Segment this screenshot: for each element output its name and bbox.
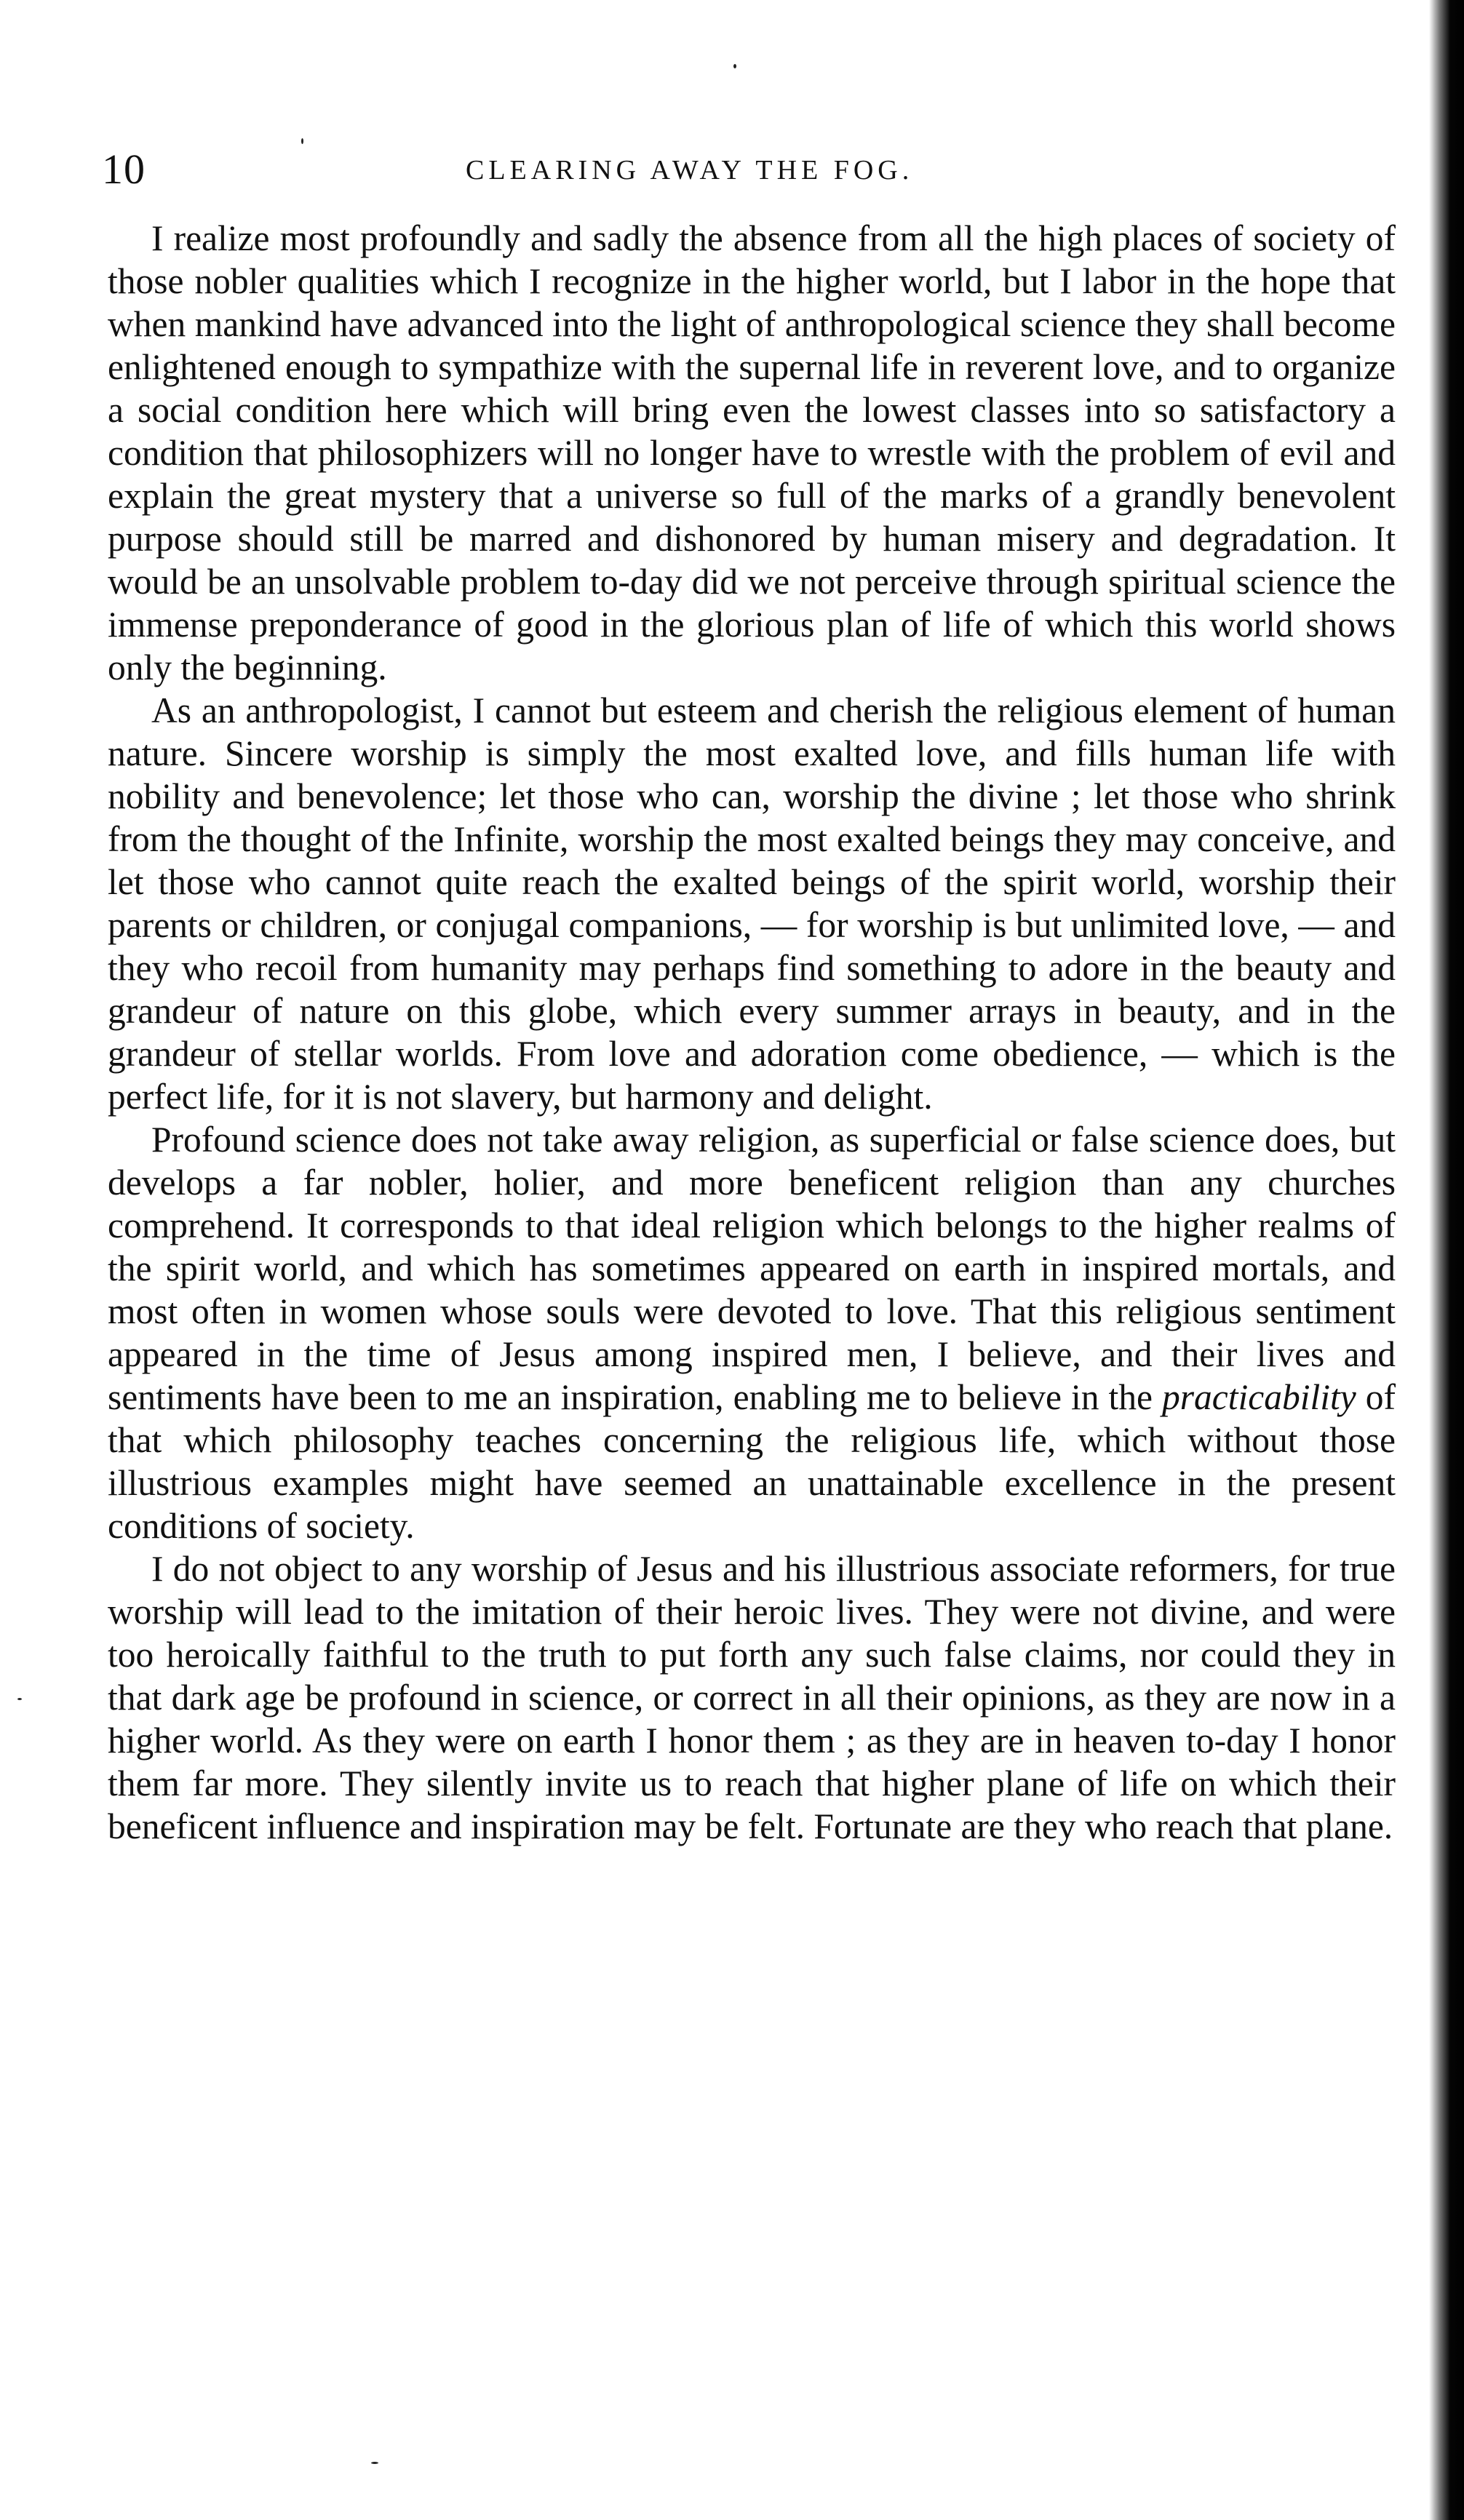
- paragraph-3: [108, 1118, 1396, 1547]
- running-head: [102, 144, 1397, 195]
- paragraph-3-text-after: of that which philosophy teaches concerning the religious life, which without those illustrious examples might have seemed an unattainable excellence in the present conditions of society.: [108, 1377, 1396, 1546]
- paragraph-3-text-before: Profound science does not take away religion, as superficial or false science does, but develops a far nobler, holier, and more beneficent religion than any churches comprehend. It corresponds to that ideal religion which belongs to the higher realms of the spirit world, and which has sometimes appeared on earth in inspired mortals, and most often in women whose souls were devoted to love. That this religious sentiment appeared in the time of Jesus among inspired men, I believe, and their lives and sentiments have been to me an inspiration, enabling me to believe in the: [108, 1120, 1396, 1417]
- paragraph-1: I realize most profoundly and sadly the absence from all the high places of society of those nobler qualities which I recognize in the higher world, but I labor in the hope that when mankind have advanced into the light of anthropological science they shall become enlightened enough to sympathize with the supernal life in reverent love, and to organize a social condition here which will bring even the lowest classes into so satisfactory a condition that philosophizers will no longer have to wrestle with the problem of evil and explain the great mystery that a universe so full of the marks of a grandly benevolent purpose should still be marred and dishonored by human misery and degradation. It would be an unsolvable problem to-day did we not perceive through spiritual science the immense preponderance of good in the glorious plan of life of which this world shows only the beginning.: [108, 218, 1396, 687]
- body-text: [108, 217, 1396, 1848]
- scan-speck: [371, 2462, 378, 2464]
- paragraph-3-emphasis: practicability: [1162, 1377, 1356, 1417]
- scan-speck: [17, 1698, 22, 1700]
- paragraph-2: As an anthropologist, I cannot but esteem and cherish the religious element of human nature. Sincere worship is simply the most exalted love, and fills human life with nobility and benevolence; let those who can, worship the divine ; let those who shrink from the thought of the Infinite, worship the most exalted beings they may conceive, and let those who cannot quite reach the exalted beings of the spirit world, worship their parents or children, or conjugal companions, — for worship is but unlimited love, — and they who recoil from humanity may perhaps find something to adore in the beauty and grandeur of nature on this globe, which every summer arrays in beauty, and in the grandeur of stellar worlds. From love and adoration come obedience, — which is the perfect life, for it is not slavery, but harmony and delight.: [108, 690, 1396, 1117]
- scan-speck: [733, 64, 736, 68]
- scan-shadow-edge: [1429, 0, 1464, 2520]
- scan-speck: [301, 138, 303, 144]
- page-number: 10: [102, 145, 146, 193]
- paragraph-4: I do not object to any worship of Jesus and his illustrious associate reformers, for true worship will lead to the imitation of their heroic lives. They were not divine, and were too heroically faithful to the truth to put forth any such false claims, nor could they in that dark age be profound in science, or correct in all their opinions, as they are now in a higher world. As they were on earth I honor them ; as they are in heaven to-day I honor them far more. They silently invite us to reach that higher plane of life on which their beneficent influence and inspiration may be felt. Fortunate are they who reach that plane.: [108, 1549, 1396, 1846]
- running-title: CLEARING AWAY THE FOG.: [466, 155, 914, 186]
